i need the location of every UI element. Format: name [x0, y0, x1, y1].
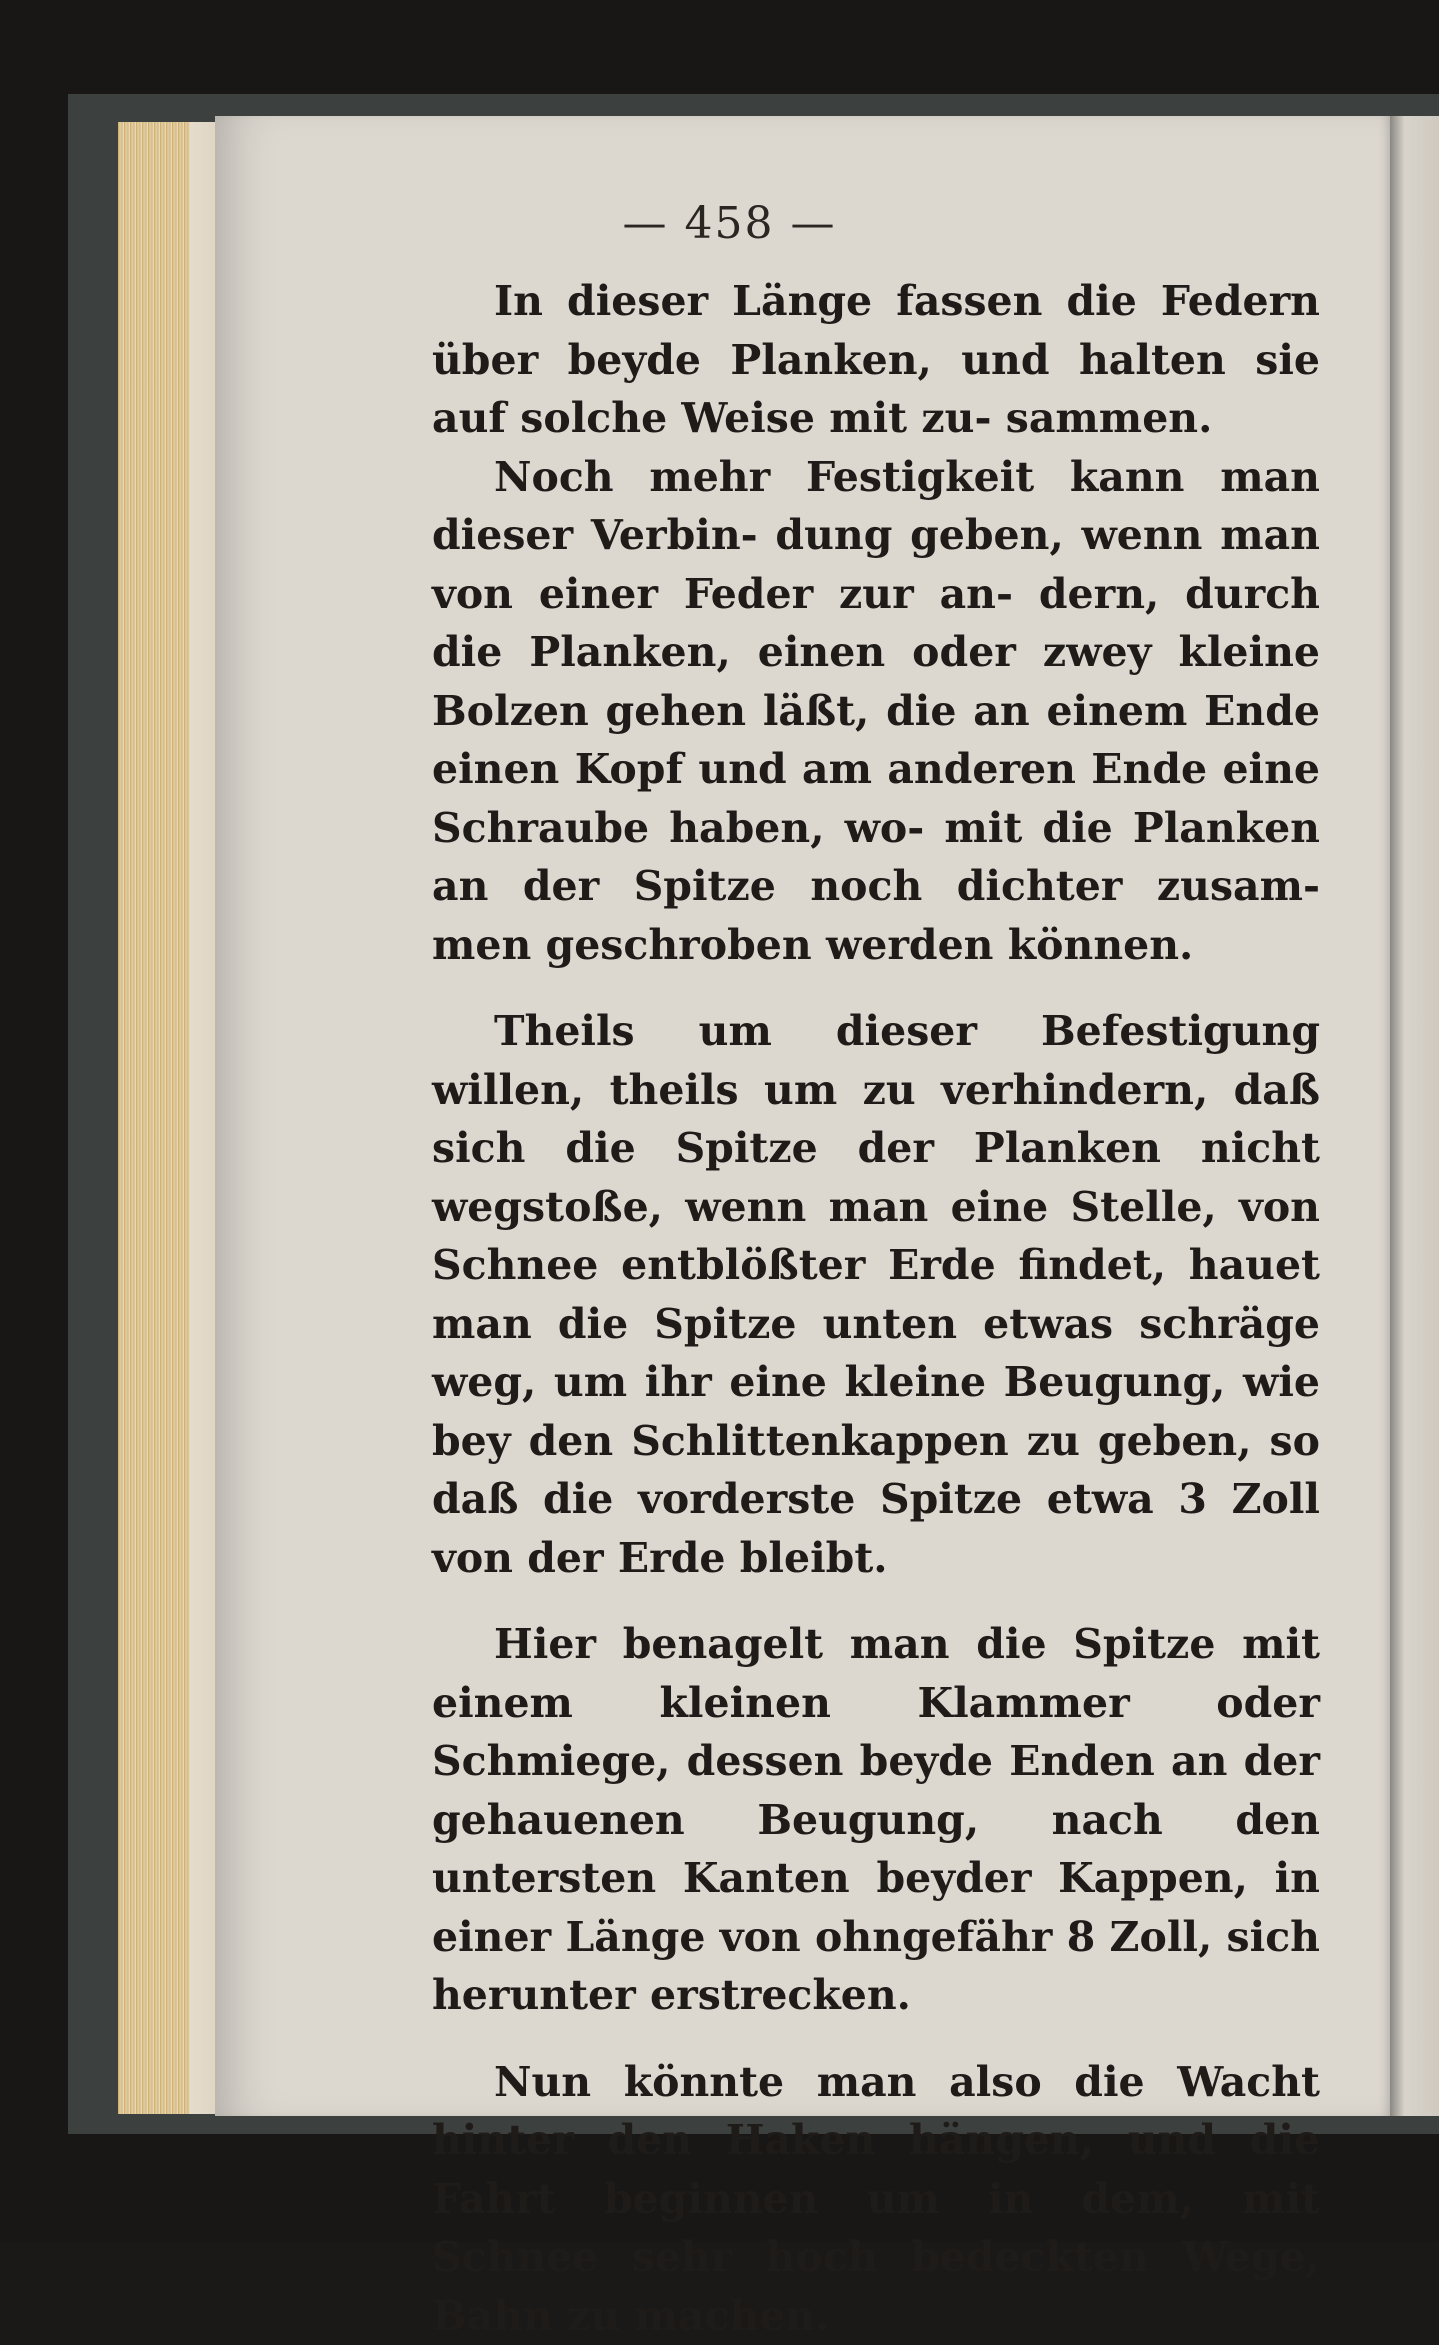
paragraph-3: Theils um dieser Befestigung willen, theils um zu verhindern, daß sich die Spitze der Planken nicht wegstoße, wenn man eine Stelle, von Schnee entblößter Erde findet, hauet man die Spitze unten etwas schräge weg, um ihr eine kleine Beugung, wie bey den Schlittenkappen zu geben, so daß die vorderste Spitze etwa 3 Zoll von der Erde bleibt.	[432, 1002, 1320, 1587]
paragraph-1: In dieser Länge fassen die Federn über beyde Planken, und halten sie auf solche Weise mit zu- sammen.	[432, 272, 1320, 448]
paragraph-5: Nun könnte man also die Wacht hinter den Haken hängen, und die Fahrt beginnen um in dem, mit Schnee sehr hoch bedeckten Wege, Bahn zu machen.	[432, 2053, 1320, 2345]
page-number: — 458 —	[0, 198, 1439, 249]
paragraph-2: Noch mehr Festigkeit kann man dieser Verbin- dung geben, wenn man von einer Feder zur an- dern, durch die Planken, einen oder zwey kleine Bolzen gehen läßt, die an einem Ende einen Kopf und am anderen Ende eine Schraube haben, wo- mit die Planken an der Spitze noch dichter zusam- men geschroben werden können.	[432, 448, 1320, 975]
paragraph-4: Hier benagelt man die Spitze mit einem kleinen Klammer oder Schmiege, dessen beyde Enden an der gehauenen Beugung, nach den untersten Kanten beyder Kappen, in einer Länge von ohngefähr 8 Zoll, sich herunter erstrecken.	[432, 1615, 1320, 2025]
page-gutter-strip	[1390, 116, 1439, 2116]
page-body	[432, 272, 1320, 2345]
